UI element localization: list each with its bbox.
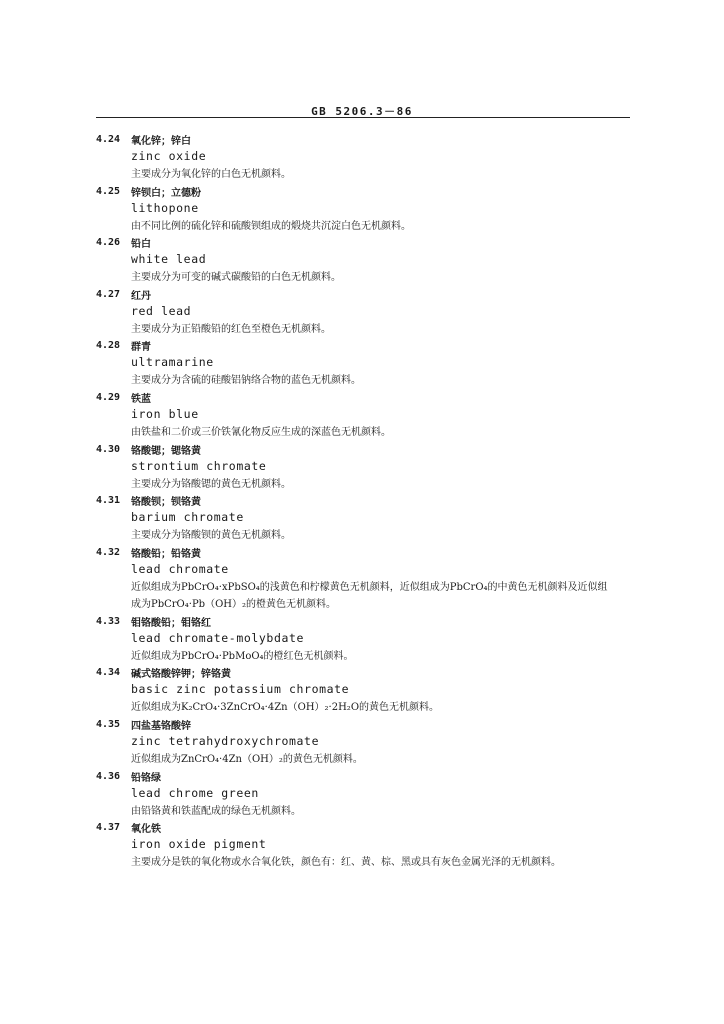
term-english: iron oxide pigment bbox=[131, 837, 267, 852]
term-definition: 主要成分为可变的碱式碳酸铅的白色无机颜料。 bbox=[131, 272, 341, 284]
term-chinese: 铅铬绿 bbox=[131, 772, 161, 784]
term-number: 4.37 bbox=[96, 822, 121, 834]
term-entry bbox=[96, 442, 616, 494]
term-english: lead chrome green bbox=[131, 785, 259, 800]
term-number: 4.31 bbox=[96, 495, 121, 507]
term-entry bbox=[96, 132, 616, 184]
term-entry bbox=[96, 820, 616, 889]
term-chinese: 铬酸铅；铅铬黄 bbox=[131, 548, 201, 560]
header-rule bbox=[96, 117, 630, 118]
term-english: white lead bbox=[131, 252, 207, 267]
term-number: 4.25 bbox=[96, 185, 121, 197]
standard-number-header: GB 5206.3－86 bbox=[311, 105, 413, 118]
term-number: 4.34 bbox=[96, 667, 121, 679]
term-definition: 近似组成为K₂CrO₄·3ZnCrO₄·4Zn（OH）₂·2H₂O的黄色无机颜料。 bbox=[131, 702, 440, 714]
term-definition: 主要成分为氧化锌的白色无机颜料。 bbox=[131, 169, 291, 180]
term-chinese: 铬酸钡；钡铬黄 bbox=[131, 497, 201, 509]
term-entry bbox=[96, 545, 616, 614]
term-number: 4.35 bbox=[96, 718, 121, 730]
term-number: 4.33 bbox=[96, 615, 121, 627]
term-chinese: 四盐基铬酸锌 bbox=[131, 720, 191, 732]
term-number: 4.30 bbox=[96, 443, 121, 455]
term-entry bbox=[96, 235, 616, 287]
term-entry bbox=[96, 390, 616, 442]
term-number: 4.29 bbox=[96, 391, 121, 403]
term-english: zinc tetrahydroxychromate bbox=[131, 733, 320, 748]
term-english: zinc oxide bbox=[131, 149, 207, 163]
term-number: 4.27 bbox=[96, 288, 121, 300]
term-chinese: 群青 bbox=[131, 342, 151, 354]
term-entry bbox=[96, 769, 616, 821]
term-entry bbox=[96, 287, 616, 339]
term-number: 4.28 bbox=[96, 340, 121, 352]
term-entry bbox=[96, 184, 616, 236]
term-english: strontium chromate bbox=[131, 458, 267, 473]
term-chinese: 氧化铁 bbox=[131, 824, 161, 836]
term-english: barium chromate bbox=[131, 510, 244, 525]
term-entry bbox=[96, 614, 616, 666]
term-definition: 主要成分为含硫的硅酸铝钠络合物的蓝色无机颜料。 bbox=[131, 375, 361, 387]
term-entry bbox=[96, 338, 616, 390]
term-list bbox=[96, 132, 616, 889]
term-english: red lead bbox=[131, 303, 192, 318]
term-definition: 由铅铬黄和铁蓝配成的绿色无机颜料。 bbox=[131, 805, 301, 817]
term-definition: 主要成分为铬酸钡的黄色无机颜料。 bbox=[131, 530, 291, 542]
term-chinese: 红丹 bbox=[131, 290, 151, 302]
term-chinese: 铅白 bbox=[131, 239, 151, 251]
term-definition: 由铁盐和二价或三价铁氰化物反应生成的深蓝色无机颜料。 bbox=[131, 426, 391, 438]
term-chinese: 锌钡白；立德粉 bbox=[131, 187, 201, 199]
term-english: lithopone bbox=[131, 200, 199, 215]
term-english: basic zinc potassium chromate bbox=[131, 682, 350, 697]
term-definition: 近似组成为ZnCrO₄·4Zn（OH）₂的黄色无机颜料。 bbox=[131, 753, 363, 765]
term-entry bbox=[96, 665, 616, 717]
term-entry bbox=[96, 717, 616, 769]
term-chinese: 铬酸锶；锶铬黄 bbox=[131, 445, 201, 457]
term-number: 4.24 bbox=[96, 134, 121, 145]
term-english: lead chromate-molybdate bbox=[131, 630, 305, 645]
term-chinese: 碱式铬酸锌钾；锌铬黄 bbox=[131, 669, 231, 681]
term-definition: 近似组成为PbCrO₄·PbMoO₄的橙红色无机颜料。 bbox=[131, 650, 354, 662]
term-definition: 由不同比例的硫化锌和硫酸钡组成的煅烧共沉淀白色无机颜料。 bbox=[131, 220, 411, 232]
term-number: 4.36 bbox=[96, 770, 121, 782]
term-chinese: 钼铬酸铅；钼铬红 bbox=[131, 617, 211, 629]
term-chinese: 氧化锌；锌白 bbox=[131, 136, 191, 147]
term-english: iron blue bbox=[131, 406, 199, 421]
term-chinese: 铁蓝 bbox=[131, 393, 151, 405]
term-number: 4.26 bbox=[96, 237, 121, 249]
term-entry bbox=[96, 493, 616, 545]
term-definition: 主要成分为正铅酸铅的红色至橙色无机颜料。 bbox=[131, 323, 331, 335]
term-english: ultramarine bbox=[131, 355, 214, 370]
term-number: 4.32 bbox=[96, 546, 121, 558]
term-definition: 主要成分是铁的氧化物或水合氧化铁，颜色有：红、黄、棕、黑或具有灰色金属光泽的无机颜料。 bbox=[131, 857, 561, 869]
term-definition: 近似组成为PbCrO₄·xPbSO₄的浅黄色和柠檬黄色无机颜料，近似组成为PbCrO₄的中黄色无机颜料及近似组成为PbCrO₄·Pb（OH）₂的橙黄色无机颜料。 bbox=[131, 581, 608, 610]
term-definition: 主要成分为铬酸锶的黄色无机颜料。 bbox=[131, 478, 291, 490]
term-english: lead chromate bbox=[131, 561, 229, 576]
